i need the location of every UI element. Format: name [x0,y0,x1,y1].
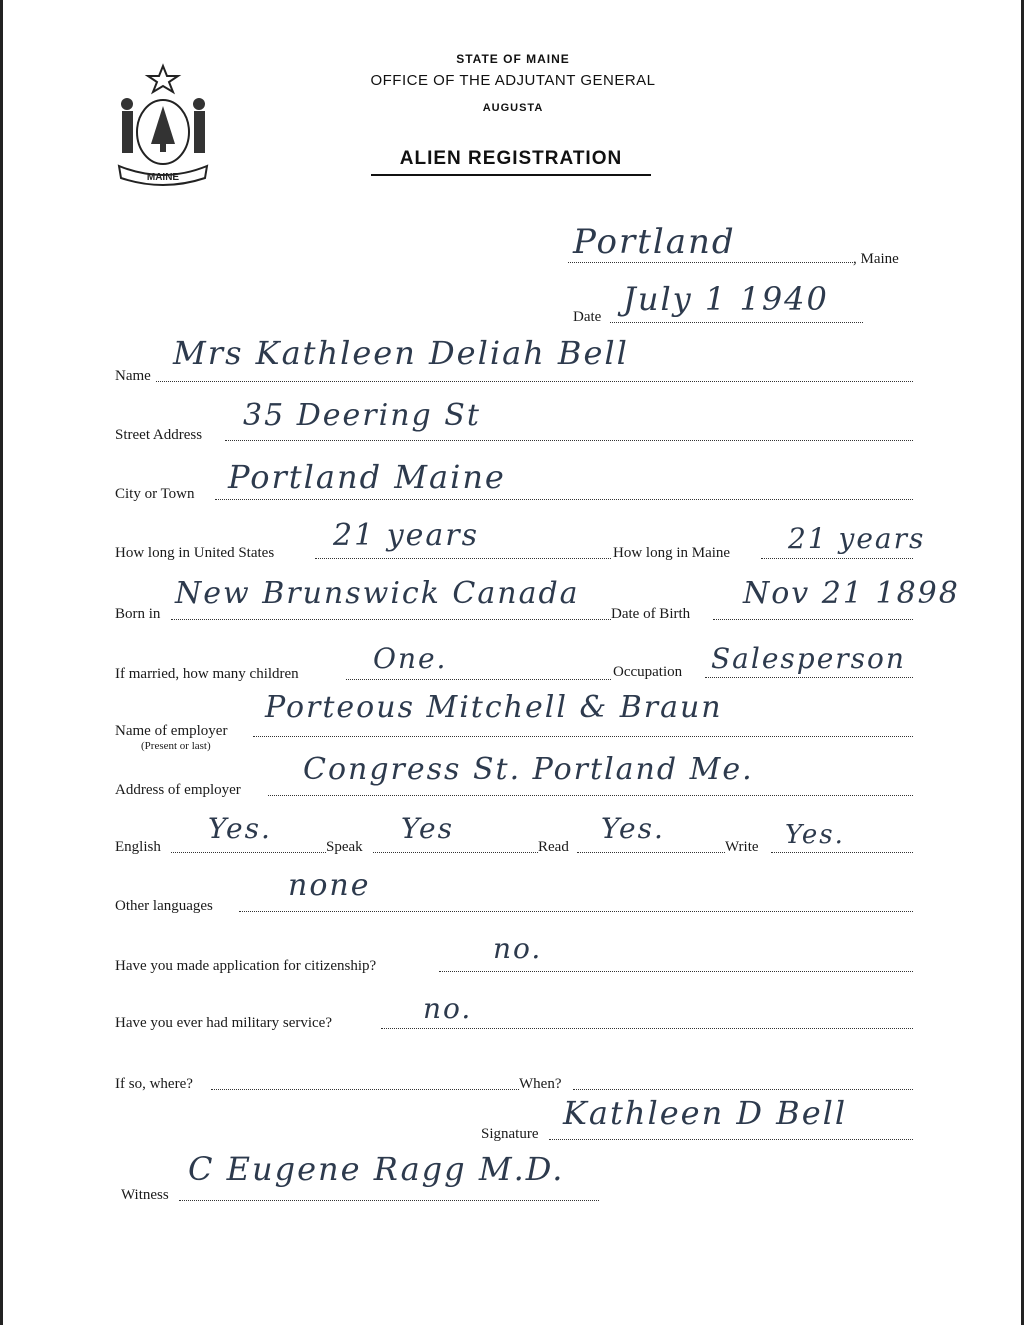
city-line [215,499,913,500]
children-label: If married, how many children [115,666,299,682]
place-value: Portland [573,222,736,262]
where-line [211,1089,519,1090]
name-line [156,381,913,382]
seal-text: MAINE [146,172,180,183]
citizenship-label: Have you made application for citizenship? [115,958,377,974]
how-long-us-line [315,558,611,559]
speak-label: Speak [326,839,363,855]
english-line [171,852,326,853]
where-label: If so, where? [115,1076,193,1092]
office-heading: OFFICE OF THE ADJUTANT GENERAL [370,72,656,89]
citizenship-value: no. [493,932,543,965]
place-line [568,262,853,263]
military-label: Have you ever had military service? [115,1015,332,1031]
date-of-birth-value: Nov 21 1898 [743,576,960,611]
english-value: Yes. [208,812,272,845]
when-line [573,1089,913,1090]
occupation-label: Occupation [613,664,683,680]
date-of-birth-line [713,619,913,620]
other-languages-line [239,911,913,912]
state-heading: STATE OF MAINE [456,52,570,66]
witness-line [179,1200,599,1201]
date-line [610,322,863,323]
how-long-maine-value: 21 years [788,522,926,555]
name-value: Mrs Kathleen Deliah Bell [173,334,629,372]
born-in-line [171,619,611,620]
signature-line [549,1139,913,1140]
street-label: Street Address [115,427,203,443]
form-title: ALIEN REGISTRATION [371,148,651,176]
employer-note: (Present or last) [141,740,211,752]
english-label: English [115,839,161,855]
read-label: Read [538,839,569,855]
when-label: When? [519,1076,562,1092]
how-long-us-value: 21 years [333,518,480,553]
witness-value: C Eugene Ragg M.D. [188,1150,565,1188]
employer-address-line [268,795,913,796]
military-value: no. [423,992,473,1025]
city-label: City or Town [115,486,195,502]
occupation-value: Salesperson [711,642,906,675]
write-value: Yes. [785,820,845,850]
speak-line [373,852,538,853]
read-line [577,852,725,853]
street-value: 35 Deering St [243,398,481,433]
employer-line [253,736,913,737]
how-long-maine-label: How long in Maine [613,545,731,561]
born-in-value: New Brunswick Canada [175,576,580,611]
other-languages-label: Other languages [115,898,213,914]
speak-value: Yes [401,812,454,845]
employer-label: Name of employer [115,723,228,739]
how-long-maine-line [761,558,913,559]
date-value: July 1 1940 [623,280,829,318]
signature-label: Signature [481,1126,539,1142]
city-value: Portland Maine [228,458,506,496]
children-line [346,679,611,680]
signature-value: Kathleen D Bell [563,1094,848,1132]
employer-address-value: Congress St. Portland Me. [303,752,754,787]
name-label: Name [115,368,151,384]
write-line [771,852,913,853]
employer-value: Porteous Mitchell & Braun [265,690,723,725]
witness-label: Witness [121,1187,169,1203]
date-of-birth-label: Date of Birth [611,606,691,622]
write-label: Write [725,839,759,855]
read-value: Yes. [601,812,665,845]
military-line [381,1028,913,1029]
street-line [225,440,913,441]
maine-label: , Maine [853,251,899,267]
born-in-label: Born in [115,606,161,622]
children-value: One. [373,642,448,675]
how-long-us-label: How long in United States [115,545,275,561]
employer-address-label: Address of employer [115,782,241,798]
other-languages-value: none [288,868,371,903]
citizenship-line [439,971,913,972]
date-label: Date [573,309,602,325]
maine-state-seal-icon [113,62,213,190]
occupation-line [705,677,913,678]
city-heading: AUGUSTA [482,102,544,114]
